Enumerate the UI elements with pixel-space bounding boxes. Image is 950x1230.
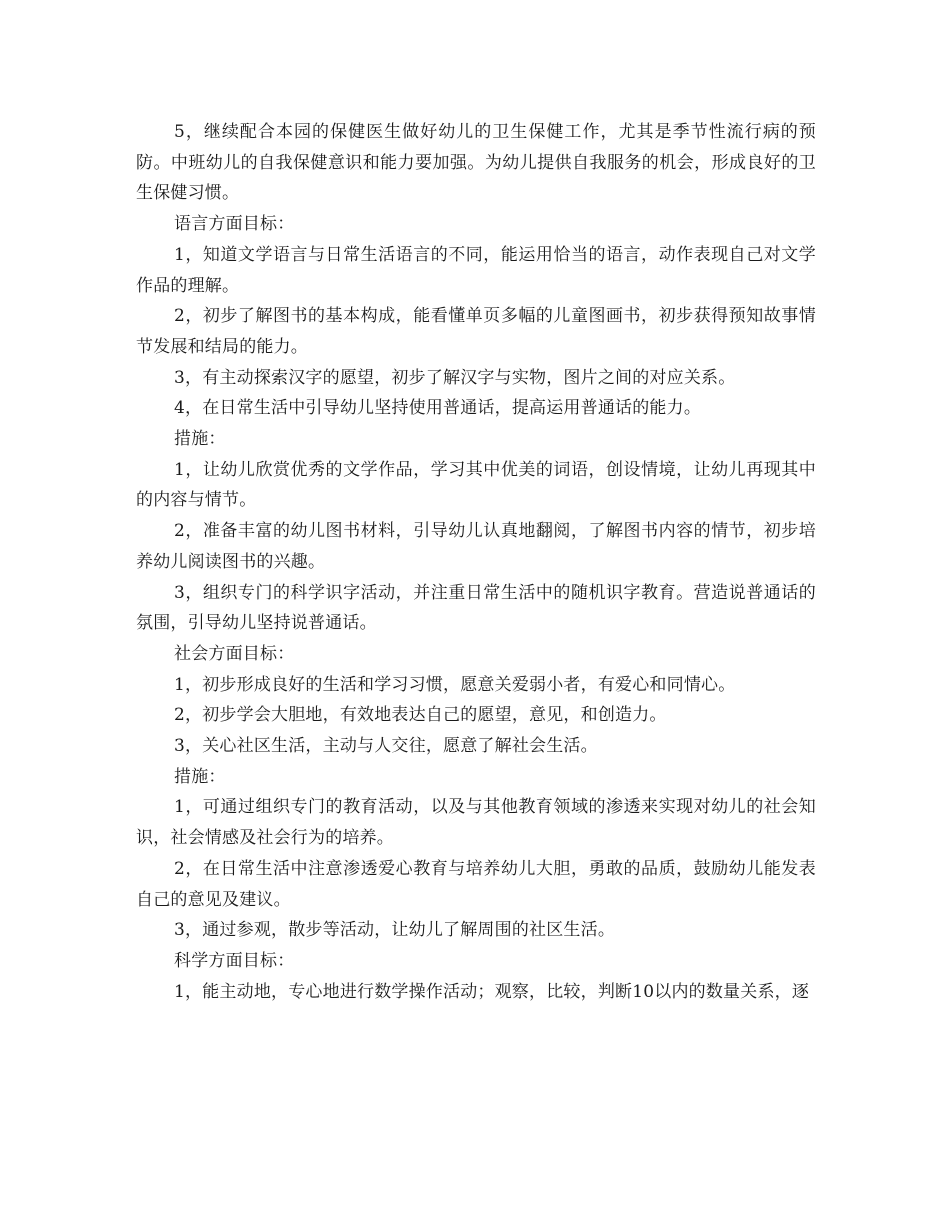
section-heading: 措施： — [174, 766, 226, 787]
section-heading: 语言方面目标： — [174, 214, 295, 235]
paragraph: 2，准备丰富的幼儿图书材料，引导幼儿认真地翻阅，了解图书内容的情节，初步培养幼儿阅读图书的兴趣。 — [136, 521, 816, 572]
section-heading: 科学方面目标： — [174, 950, 295, 971]
section-heading: 社会方面目标： — [174, 643, 295, 664]
paragraph: 1，知道文学语言与日常生活语言的不同，能运用恰当的语言，动作表现自己对文学作品的理解。 — [136, 244, 816, 296]
paragraph: 1，可通过组织专门的教育活动，以及与其他教育领域的渗透来实现对幼儿的社会知识，社会情感及社会行为的培养。 — [136, 797, 816, 849]
paragraph: 2，初步学会大胆地，有效地表达自己的愿望，意见，和创造力。 — [174, 705, 667, 726]
paragraph: 2，初步了解图书的基本构成，能看懂单页多幅的儿童图画书，初步获得预知故事情节发展和结局的能力。 — [136, 306, 816, 357]
paragraph: 3，通过参观，散步等活动，让幼儿了解周围的社区生活。 — [174, 920, 616, 941]
paragraph: 3，组织专门的科学识字活动，并注重日常生活中的随机识字教育。营造说普通话的氛围，引导幼儿坚持说普通话。 — [136, 582, 816, 634]
paragraph: 3，有主动探索汉字的愿望，初步了解汉字与实物，图片之间的对应关系。 — [174, 367, 736, 388]
paragraph: 1，能主动地，专心地进行数学操作活动；观察，比较，判断10以内的数量关系，逐 — [174, 981, 810, 1002]
document-body — [136, 117, 816, 1007]
paragraph: 1，初步形成良好的生活和学习习惯，愿意关爱弱小者，有爱心和同情心。 — [174, 674, 736, 695]
paragraph: 4，在日常生活中引导幼儿坚持使用普通话，提高运用普通话的能力。 — [174, 398, 702, 419]
paragraph: 3，关心社区生活，主动与人交往，愿意了解社会生活。 — [174, 736, 598, 757]
paragraph: 2，在日常生活中注意渗透爱心教育与培养幼儿大胆，勇敢的品质，鼓励幼儿能发表自己的意见及建议。 — [136, 858, 816, 910]
section-heading: 措施： — [174, 429, 226, 450]
paragraph: 1，让幼儿欣赏优秀的文学作品，学习其中优美的词语，创设情境，让幼儿再现其中的内容与情节。 — [136, 459, 816, 511]
paragraph: 5，继续配合本园的保健医生做好幼儿的卫生保健工作，尤其是季节性流行病的预防。中班幼儿的自我保健意识和能力要加强。为幼儿提供自我服务的机会，形成良好的卫生保健习惯。 — [136, 122, 816, 204]
